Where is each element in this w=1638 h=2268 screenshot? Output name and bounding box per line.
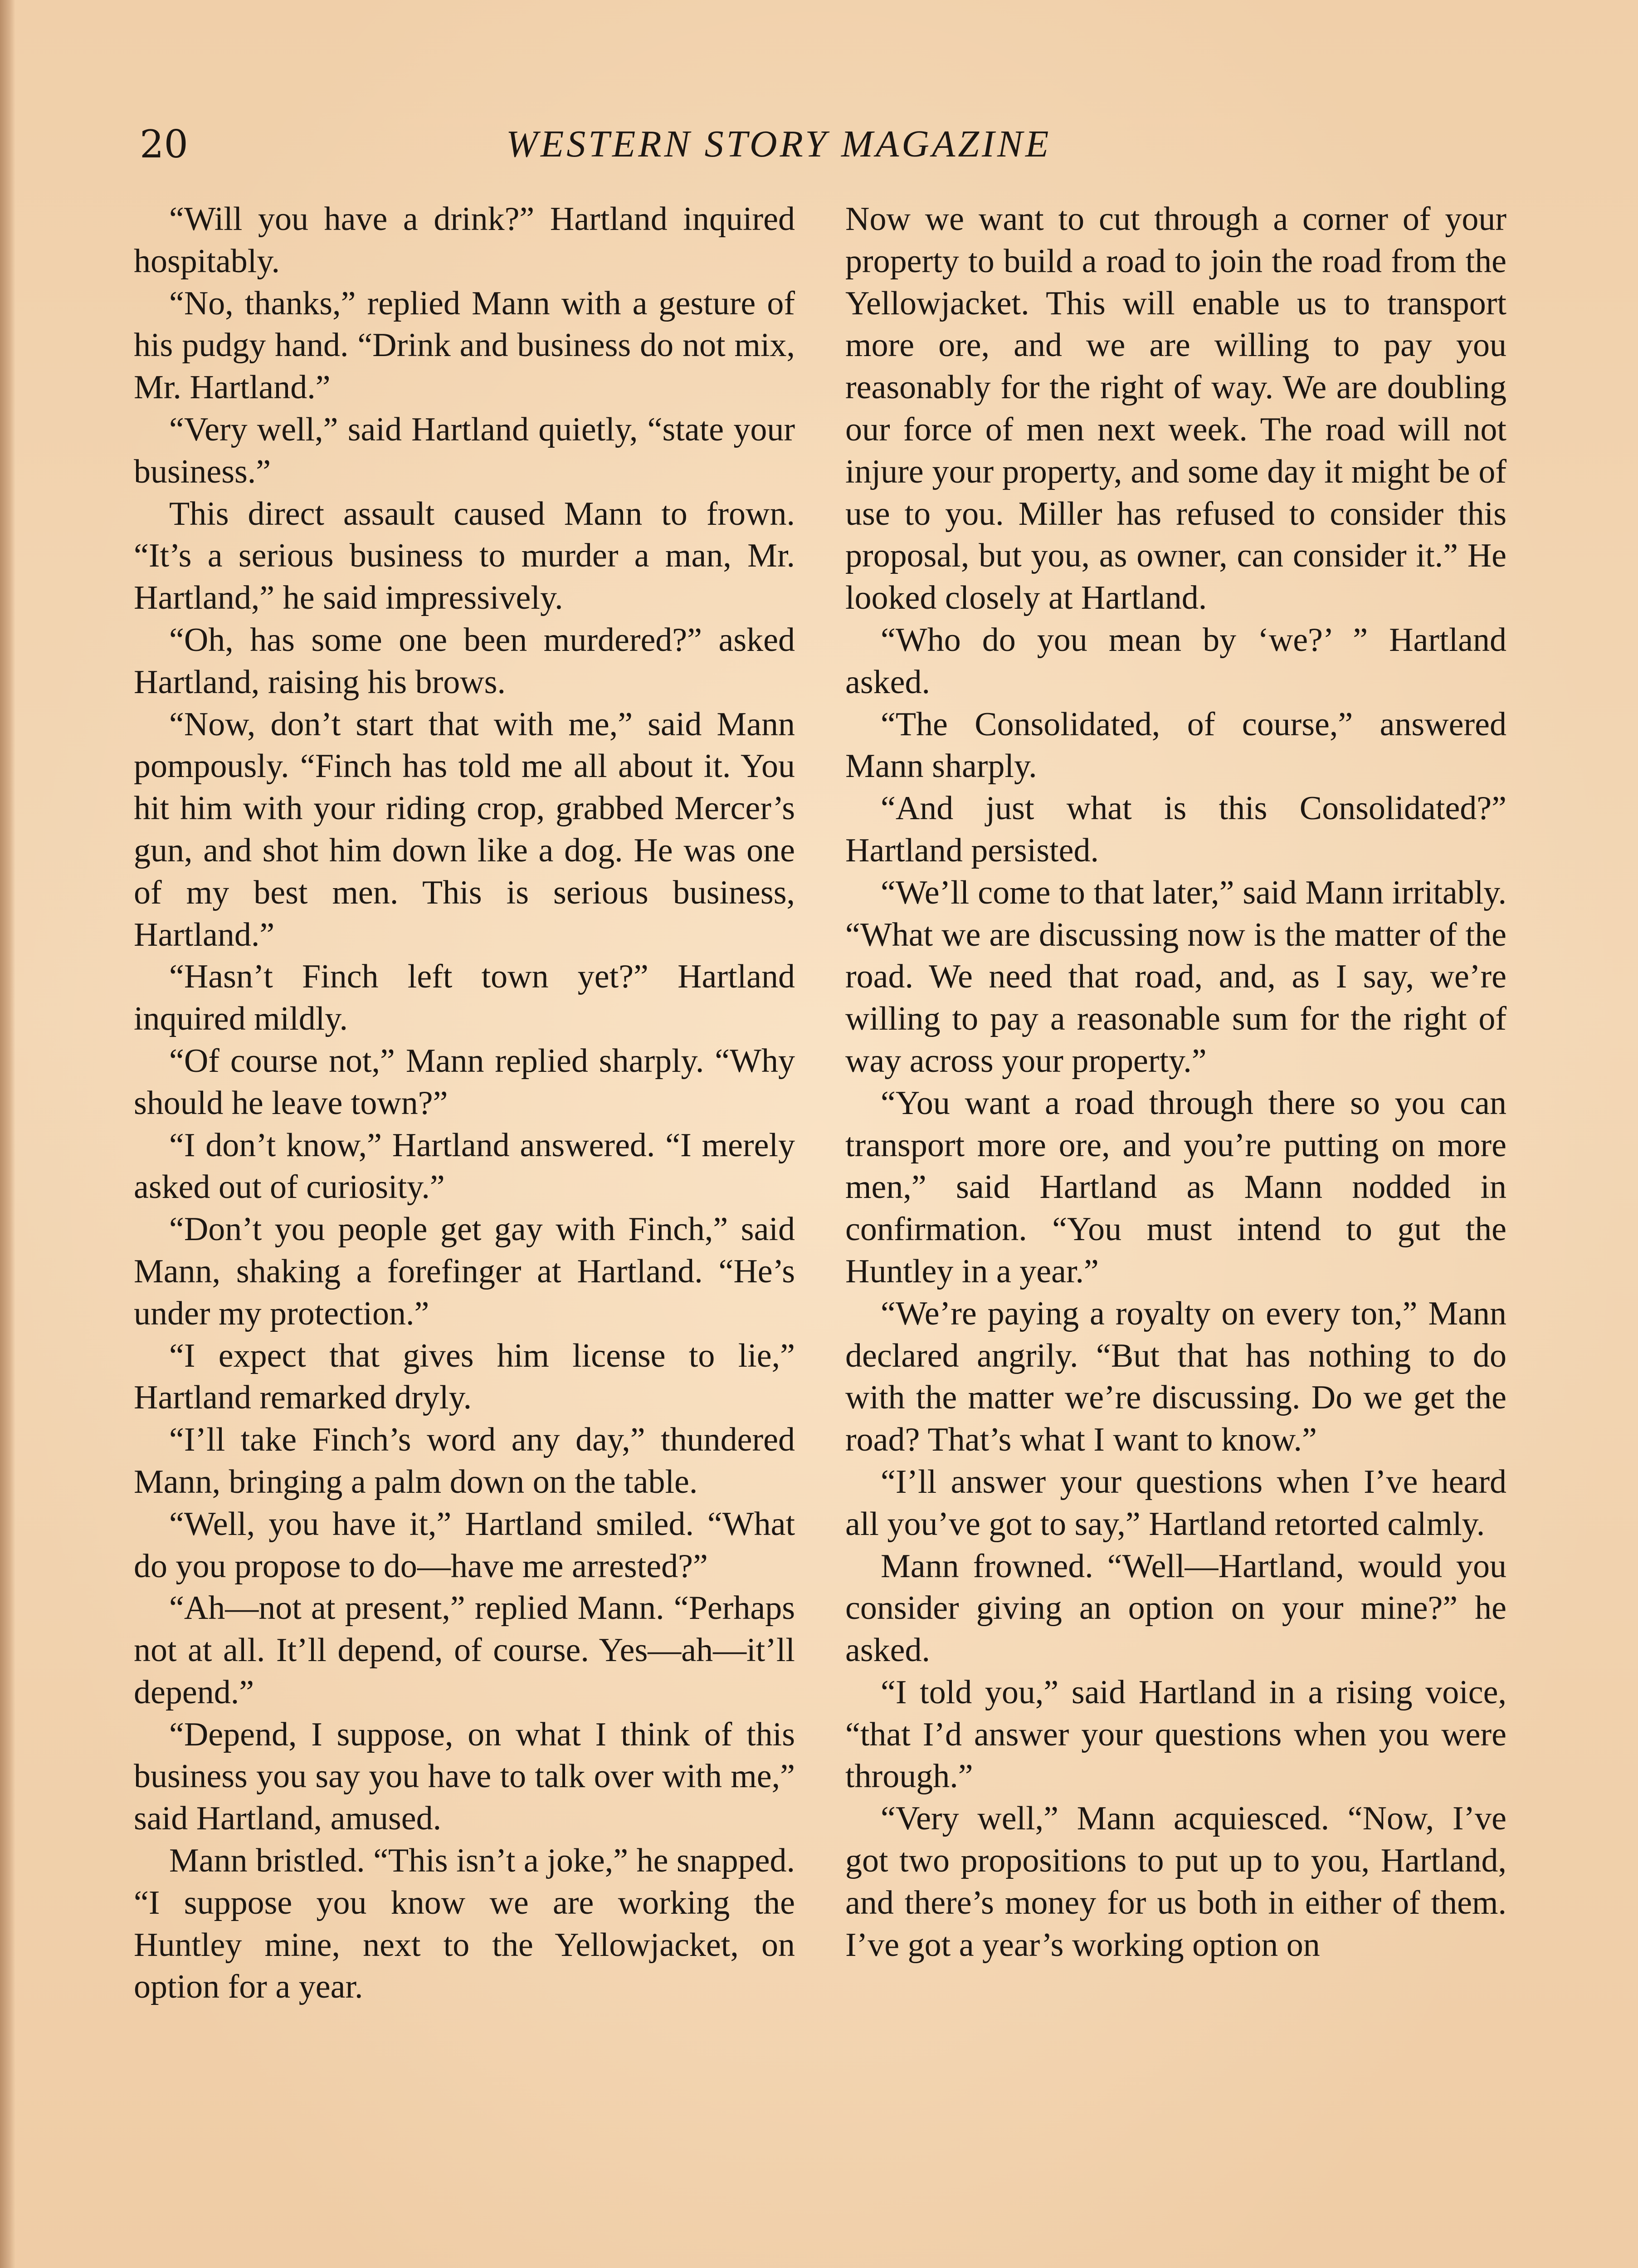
paragraph: “Hasn’t Finch left town yet?” Hartland inquired mildly. xyxy=(134,958,795,1038)
left-column xyxy=(134,198,795,2008)
paragraph: “Ah—not at present,” replied Mann. “Perhaps not at all. It’ll depend, of course. Yes—ah—it’ll depend.” xyxy=(134,1589,795,1711)
paragraph: “And just what is this Consolidated?” Hartland persisted. xyxy=(845,790,1506,869)
paragraph: “I don’t know,” Hartland answered. “I merely asked out of curiosity.” xyxy=(134,1126,795,1206)
paragraph: “No, thanks,” replied Mann with a gesture of his pudgy hand. “Drink and business do not mix, Mr. Hartland.” xyxy=(134,284,795,406)
paragraph: “The Consolidated, of course,” answered Mann sharply. xyxy=(845,705,1506,785)
paragraph: “I’ll take Finch’s word any day,” thundered Mann, bringing a palm down on the table. xyxy=(134,1421,795,1501)
paragraph: “Don’t you people get gay with Finch,” said Mann, shaking a forefinger at Hartland. “He’s under my protection.” xyxy=(134,1211,795,1332)
paragraph: “I expect that gives him license to lie,” Hartland remarked dryly. xyxy=(134,1337,795,1417)
paragraph: “I told you,” said Hartland in a rising voice, “that I’d answer your questions when you were through.” xyxy=(845,1673,1506,1795)
running-title: WESTERN STORY MAGAZINE xyxy=(506,123,1052,165)
paragraph: “Now, don’t start that with me,” said Mann pompously. “Finch has told me all about it. You hit him with your riding crop, grabbed Mercer’s gun, and shot him down like a dog. He was one of my best men. This is serious business, Hartland.” xyxy=(134,705,795,953)
paragraph: “Depend, I suppose, on what I think of this business you say you have to talk over with me,” said Hartland, amused. xyxy=(134,1716,795,1838)
paragraph: “Well, you have it,” Hartland smiled. “What do you propose to do—have me arrested?” xyxy=(134,1505,795,1585)
right-column xyxy=(845,198,1506,1966)
paragraph: “Oh, has some one been murdered?” asked Hartland, raising his brows. xyxy=(134,621,795,701)
paragraph: “Very well,” said Hartland quietly, “state your business.” xyxy=(134,411,795,490)
paragraph-continued: Now we want to cut through a corner of your property to build a road to join the road from the Yellowjacket. This will enable us to transport more ore, and we are willing to pay you reasonably for the right of way. We are doubling our force of men next week. The road will not injure your property, and some day it might be of use to you. Miller has refused to consider this proposal, but you, as owner, can consider it.” He looked closely at Hartland. xyxy=(845,200,1506,617)
paragraph: “We’re paying a royalty on every ton,” Mann declared angrily. “But that has nothing to do with the matter we’re discussing. Do we get the road? That’s what I want to know.” xyxy=(845,1295,1506,1459)
paragraph: “Will you have a drink?” Hartland inquired hospitably. xyxy=(134,200,795,280)
paragraph: “We’ll come to that later,” said Mann irritably. “What we are discussing now is the matter of the road. We need that road, and, as I say, we’re willing to pay a reasonable sum for the right of way across your property.” xyxy=(845,874,1506,1080)
paragraph: “Very well,” Mann acquiesced. “Now, I’ve got two propositions to put up to you, Hartland, and there’s money for us both in either of them. I’ve got a year’s working option on xyxy=(845,1800,1506,1964)
paragraph: This direct assault caused Mann to frown. “It’s a serious business to murder a man, Mr. Hartland,” he said impressively. xyxy=(134,495,795,617)
paragraph: “Who do you mean by ‘we?’ ” Hartland asked. xyxy=(845,621,1506,701)
paragraph: Mann frowned. “Well—Hartland, would you consider giving an option on your mine?” he asked. xyxy=(845,1547,1506,1669)
paragraph: “Of course not,” Mann replied sharply. “Why should he leave town?” xyxy=(134,1042,795,1122)
page-spine-edge xyxy=(0,0,15,2268)
paragraph: “I’ll answer your questions when I’ve heard all you’ve got to say,” Hartland retorted calmly. xyxy=(845,1463,1506,1543)
paragraph: “You want a road through there so you can transport more ore, and you’re putting on more men,” said Hartland as Mann nodded in confirmation. “You must intend to gut the Huntley in a year.” xyxy=(845,1084,1506,1290)
paragraph: Mann bristled. “This isn’t a joke,” he snapped. “I suppose you know we are working the Huntley mine, next to the Yellowjacket, on option for a year. xyxy=(134,1842,795,2006)
page-number: 20 xyxy=(140,122,188,166)
